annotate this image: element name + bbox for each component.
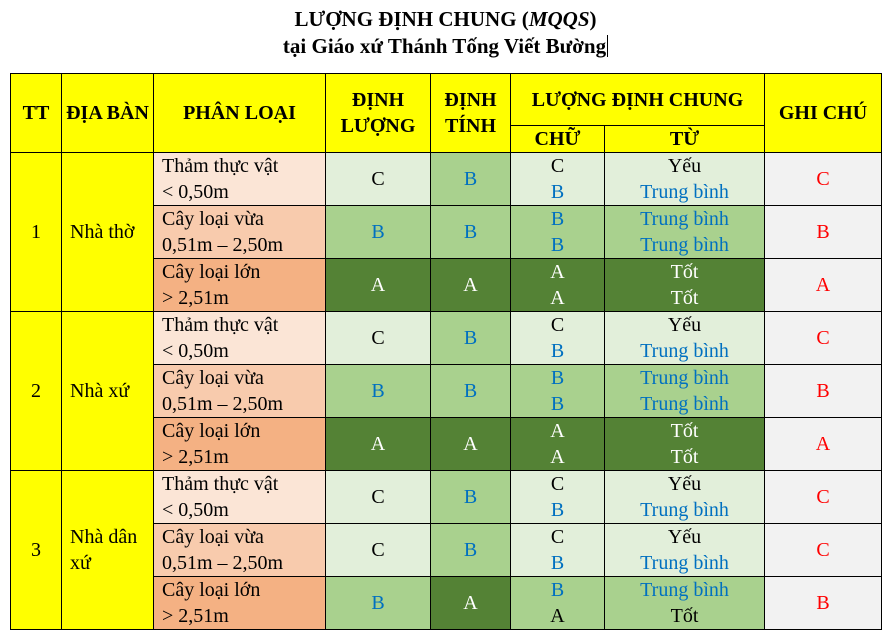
quantitative-grade-cell: B xyxy=(326,206,431,259)
qualitative-grade-cell: A xyxy=(431,577,511,630)
category-cell xyxy=(154,153,326,206)
overall-word-cell xyxy=(605,259,765,312)
quantitative-grade-cell: C xyxy=(326,471,431,524)
category-cell xyxy=(154,577,326,630)
quantitative-grade-cell: C xyxy=(326,312,431,365)
overall-word-cell xyxy=(605,365,765,418)
quantitative-grade-cell: C xyxy=(326,153,431,206)
note-cell: A xyxy=(765,418,882,471)
qualitative-grade-cell: B xyxy=(431,206,511,259)
row-number-cell: 3 xyxy=(11,471,62,630)
overall-letter-1: A xyxy=(550,261,565,283)
overall-letter-1: C xyxy=(550,155,565,177)
header-phan-loai: PHÂN LOẠI xyxy=(154,74,326,153)
quantitative-grade-cell: C xyxy=(326,524,431,577)
overall-letter-2: B xyxy=(550,340,565,362)
table-row xyxy=(11,312,882,365)
overall-word-2: Tốt xyxy=(670,605,699,627)
overall-word-1: Yếu xyxy=(667,473,702,495)
category-name: Cây loại vừa xyxy=(162,208,264,230)
assessment-table xyxy=(10,73,882,630)
note-cell: C xyxy=(765,524,882,577)
note-cell: C xyxy=(765,471,882,524)
category-name: Cây loại lớn xyxy=(162,261,261,283)
overall-letter-cell xyxy=(511,259,605,312)
overall-letter-2: B xyxy=(550,181,565,203)
overall-letter-2: B xyxy=(550,499,565,521)
overall-letter-1: B xyxy=(550,208,565,230)
qualitative-grade-cell: B xyxy=(431,153,511,206)
note-cell: C xyxy=(765,312,882,365)
location-cell: Nhà dân xứ xyxy=(62,471,154,630)
category-height: < 0,50m xyxy=(162,499,229,521)
overall-word-2: Trung bình xyxy=(640,181,729,203)
quantitative-grade-cell: B xyxy=(326,365,431,418)
category-height: 0,51m – 2,50m xyxy=(162,234,284,256)
location-cell: Nhà xứ xyxy=(62,312,154,471)
overall-word-2: Tốt xyxy=(670,287,699,309)
category-name: Thảm thực vật xyxy=(162,155,279,177)
table-row xyxy=(11,153,882,206)
category-name: Thảm thực vật xyxy=(162,473,279,495)
overall-letter-2: A xyxy=(550,287,565,309)
quantitative-grade-cell: A xyxy=(326,418,431,471)
overall-word-cell xyxy=(605,312,765,365)
overall-word-2: Trung bình xyxy=(640,340,729,362)
header-tt: TT xyxy=(11,74,62,153)
qualitative-grade-cell: B xyxy=(431,471,511,524)
overall-letter-cell xyxy=(511,153,605,206)
overall-word-cell xyxy=(605,206,765,259)
header-tu: TỪ xyxy=(605,126,765,153)
category-height: > 2,51m xyxy=(162,605,229,627)
category-height: < 0,50m xyxy=(162,181,229,203)
overall-letter-2: A xyxy=(550,446,565,468)
category-name: Cây loại vừa xyxy=(162,367,264,389)
overall-letter-cell xyxy=(511,577,605,630)
overall-word-2: Trung bình xyxy=(640,499,729,521)
note-cell: C xyxy=(765,153,882,206)
overall-word-1: Tốt xyxy=(670,261,699,283)
category-height: > 2,51m xyxy=(162,287,229,309)
overall-word-1: Trung bình xyxy=(640,367,729,389)
header-dinh-tinh: ĐỊNH TÍNH xyxy=(431,74,511,153)
category-name: Cây loại lớn xyxy=(162,579,261,601)
overall-word-1: Tốt xyxy=(670,420,699,442)
overall-word-cell xyxy=(605,577,765,630)
overall-word-cell xyxy=(605,418,765,471)
overall-letter-cell xyxy=(511,524,605,577)
category-height: 0,51m – 2,50m xyxy=(162,393,284,415)
note-cell: B xyxy=(765,206,882,259)
table-row xyxy=(11,471,882,524)
subtitle-text: tại Giáo xứ Thánh Tống Viết Bường xyxy=(282,34,607,58)
header-dia-ban: ĐỊA BÀN xyxy=(62,74,154,153)
text-cursor xyxy=(607,35,608,57)
qualitative-grade-cell: B xyxy=(431,365,511,418)
category-name: Cây loại vừa xyxy=(162,526,264,548)
overall-letter-cell xyxy=(511,312,605,365)
category-height: 0,51m – 2,50m xyxy=(162,552,284,574)
overall-word-2: Trung bình xyxy=(640,552,729,574)
category-cell xyxy=(154,365,326,418)
title-suffix: ) xyxy=(589,7,597,31)
qualitative-grade-cell: B xyxy=(431,524,511,577)
category-cell xyxy=(154,259,326,312)
overall-word-cell xyxy=(605,153,765,206)
overall-word-1: Yếu xyxy=(667,526,702,548)
qualitative-grade-cell: B xyxy=(431,312,511,365)
overall-letter-2: B xyxy=(550,552,565,574)
overall-letter-2: B xyxy=(550,234,565,256)
document-title xyxy=(0,6,891,32)
overall-letter-cell xyxy=(511,471,605,524)
overall-word-1: Trung bình xyxy=(640,208,729,230)
category-height: > 2,51m xyxy=(162,446,229,468)
overall-letter-1: A xyxy=(550,420,565,442)
overall-letter-1: B xyxy=(550,579,565,601)
overall-word-2: Trung bình xyxy=(640,393,729,415)
category-cell xyxy=(154,418,326,471)
overall-letter-1: B xyxy=(550,367,565,389)
header-dinh-luong: ĐỊNH LƯỢNG xyxy=(326,74,431,153)
overall-letter-1: C xyxy=(550,473,565,495)
category-name: Cây loại lớn xyxy=(162,420,261,442)
overall-word-1: Trung bình xyxy=(640,579,729,601)
category-cell xyxy=(154,524,326,577)
category-height: < 0,50m xyxy=(162,340,229,362)
quantitative-grade-cell: B xyxy=(326,577,431,630)
overall-letter-cell xyxy=(511,206,605,259)
overall-letter-cell xyxy=(511,418,605,471)
header-ghi-chu: GHI CHÚ xyxy=(765,74,882,153)
header-luong-dinh-chung: LƯỢNG ĐỊNH CHUNG xyxy=(511,74,765,126)
overall-letter-1: C xyxy=(550,526,565,548)
overall-word-2: Tốt xyxy=(670,446,699,468)
category-cell xyxy=(154,471,326,524)
overall-letter-cell xyxy=(511,365,605,418)
overall-word-1: Yếu xyxy=(667,314,702,336)
note-cell: A xyxy=(765,259,882,312)
document-subtitle xyxy=(0,33,891,59)
note-cell: B xyxy=(765,577,882,630)
overall-word-2: Trung bình xyxy=(640,234,729,256)
overall-word-cell xyxy=(605,524,765,577)
overall-word-1: Yếu xyxy=(667,155,702,177)
category-cell xyxy=(154,312,326,365)
table-body xyxy=(11,153,882,630)
header-chu: CHỮ xyxy=(511,126,605,153)
overall-letter-2: A xyxy=(550,605,565,627)
overall-letter-2: B xyxy=(550,393,565,415)
row-number-cell: 2 xyxy=(11,312,62,471)
category-name: Thảm thực vật xyxy=(162,314,279,336)
row-number-cell: 1 xyxy=(11,153,62,312)
category-cell xyxy=(154,206,326,259)
overall-word-cell xyxy=(605,471,765,524)
qualitative-grade-cell: A xyxy=(431,259,511,312)
location-cell: Nhà thờ xyxy=(62,153,154,312)
title-prefix: LƯỢNG ĐỊNH CHUNG ( xyxy=(294,7,529,31)
overall-letter-1: C xyxy=(550,314,565,336)
note-cell: B xyxy=(765,365,882,418)
quantitative-grade-cell: A xyxy=(326,259,431,312)
title-abbreviation: MQQS xyxy=(528,7,590,31)
qualitative-grade-cell: A xyxy=(431,418,511,471)
